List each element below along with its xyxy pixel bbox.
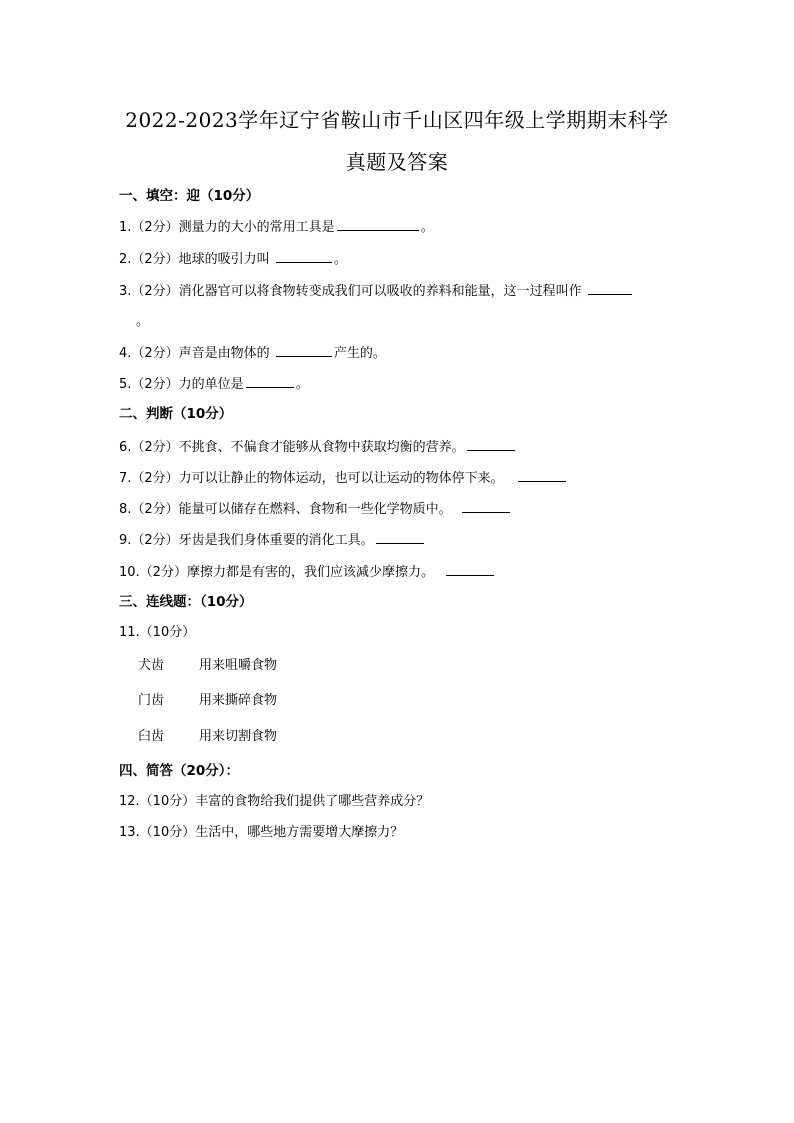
question-1: 1.（2分）测量力的大小的常用工具是 。	[119, 217, 434, 237]
question-text: 2.（2分）地球的吸引力叫	[119, 252, 274, 267]
matching-left-item[interactable]: 臼齿	[138, 729, 165, 744]
question-5: 5.（2分）力的单位是 。	[119, 374, 309, 394]
question-6	[119, 437, 517, 457]
question-7	[119, 468, 568, 488]
question-text: 7.（2分）力可以让静止的物体运动，也可以让运动的物体停下来。	[119, 471, 508, 486]
answer-blank[interactable]	[518, 468, 566, 482]
answer-blank[interactable]	[588, 281, 632, 295]
matching-right-item[interactable]: 用来咀嚼食物	[199, 658, 278, 673]
question-text: 4.（2分）声音是由物体的	[119, 346, 274, 361]
question-text: 6.（2分）不挑食、不偏食才能够从食物中获取均衡的营养。	[119, 440, 465, 455]
question-8	[119, 499, 512, 519]
matching-left-item[interactable]: 门齿	[138, 693, 165, 708]
question-9	[119, 530, 426, 550]
answer-blank[interactable]	[276, 249, 332, 263]
question-text: 10.（2分）摩擦力都是有害的，我们应该减少摩擦力。	[119, 565, 439, 580]
question-text: 3.（2分）消化器官可以将食物转变成我们可以吸收的养料和能量，这一过程叫作	[119, 284, 586, 299]
question-text: 9.（2分）牙齿是我们身体重要的消化工具。	[119, 533, 374, 548]
matching-right-item[interactable]: 用来切割食物	[199, 729, 278, 744]
answer-blank[interactable]	[376, 530, 424, 544]
section-heading-fill-in: 一、填空：迎（10分）	[119, 188, 260, 204]
question-12: 12.（10分）丰富的食物给我们提供了哪些营养成分？	[119, 794, 430, 809]
section-heading-matching: 三、连线题：（10分）	[119, 594, 253, 610]
question-10	[119, 562, 496, 582]
section-heading-true-false: 二、判断（10分）	[119, 406, 233, 422]
question-text: 1.（2分）测量力的大小的常用工具是	[119, 220, 335, 235]
document-title-line1: 2022-2023学年辽宁省鞍山市千山区四年级上学期期末科学	[125, 108, 669, 132]
question-3-suffix: 。	[136, 314, 150, 329]
section-heading-short-answer: 四、简答（20分）：	[119, 763, 240, 779]
answer-blank[interactable]	[467, 437, 515, 451]
answer-blank[interactable]	[462, 499, 510, 513]
answer-blank[interactable]	[246, 374, 294, 388]
matching-left-item[interactable]: 犬齿	[138, 658, 165, 673]
document-title-line2: 真题及答案	[345, 150, 449, 174]
question-4: 4.（2分）声音是由物体的 产生的。	[119, 343, 386, 363]
question-11: 11.（10分）	[119, 625, 196, 640]
answer-blank[interactable]	[276, 343, 332, 357]
question-3	[119, 281, 634, 301]
matching-right-item[interactable]: 用来撕碎食物	[199, 693, 278, 708]
question-text: 8.（2分）能量可以储存在燃料、食物和一些化学物质中。	[119, 502, 456, 517]
question-2: 2.（2分）地球的吸引力叫 。	[119, 249, 347, 269]
answer-blank[interactable]	[337, 217, 419, 231]
question-text: 5.（2分）力的单位是	[119, 377, 244, 392]
answer-blank[interactable]	[446, 562, 494, 576]
question-13: 13.（10分）生活中，哪些地方需要增大摩擦力？	[119, 825, 404, 840]
